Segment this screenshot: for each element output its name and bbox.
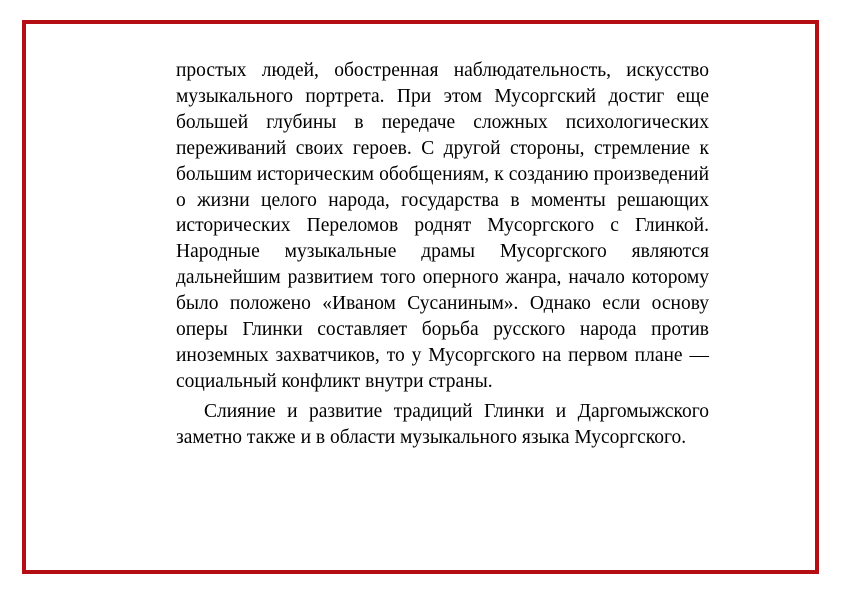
paragraph-synthesis: Слияние и развитие традиций Глинки и Даргомыжского заметно также и в области музыкального языка Мусоргского. — [176, 400, 709, 448]
slide-text-body — [176, 58, 709, 451]
paragraph-continuation: простых людей, обостренная наблюдательность, искусство музыкального портрета. При этом Мусоргский достиг еще большей глубины в передаче сложных психологических переживаний своих героев. С другой стороны, стремление к большим историческим обобщениям, к созданию произведений о жизни целого народа, государства в моменты решающих исторических Переломов роднят Мусоргского с Глинкой. Народные музыкальные драмы Мусоргского являются дальнейшим развитием того оперного жанра, начало которому было положено «Иваном Сусаниным». Однако если основу оперы Глинки составляет борьба русского народа против иноземных захватчиков, то у Мусоргского на первом плане — социальный конфликт внутри страны. — [176, 60, 709, 392]
